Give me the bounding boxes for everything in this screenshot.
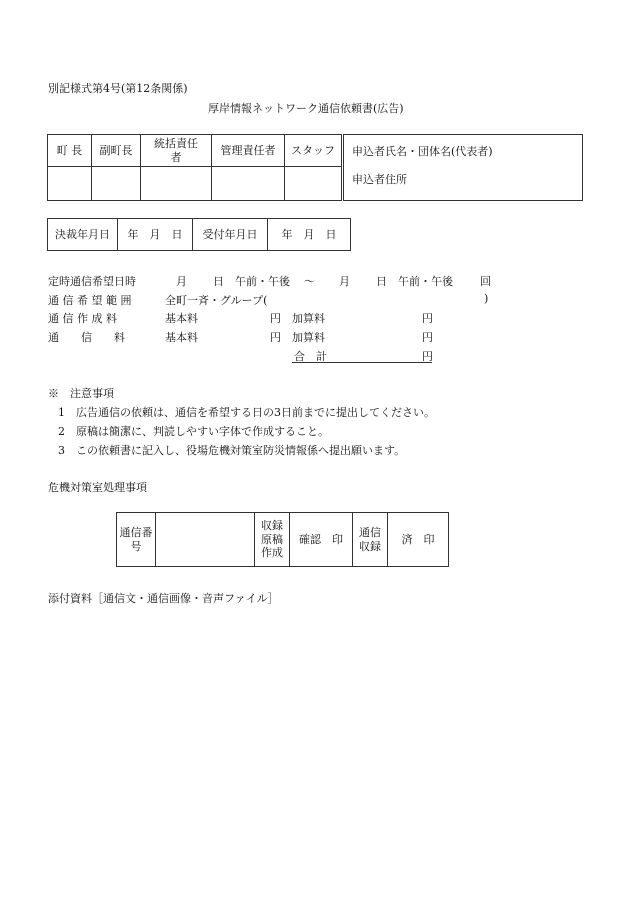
- applicant-cell: [343, 135, 583, 201]
- seal-deputy-mayor[interactable]: [92, 167, 141, 201]
- received-date-label: 受付年月日: [193, 219, 268, 251]
- decision-date-label: 決裁年月日: [48, 219, 118, 251]
- comm-fee-label: 通 信 料: [48, 331, 125, 344]
- yen: 円: [270, 331, 281, 344]
- seal-staff[interactable]: [285, 167, 343, 201]
- create-fee-label: 通 信 作 成 料: [48, 312, 117, 325]
- extra-fee-label: 加算料: [292, 331, 325, 344]
- note-item: 2 原稿は簡潔に、判読しやすい字体で作成すること。: [58, 425, 329, 438]
- comm-number-label: 通信番号: [117, 513, 156, 567]
- comm-fee-row: [48, 329, 508, 345]
- record-draft-label: 収録原稿作成: [255, 513, 290, 567]
- decision-date-value[interactable]: 年 月 日: [118, 219, 193, 251]
- to-ampm[interactable]: 午前・午後: [398, 275, 453, 288]
- basic-fee-label: 基本料: [165, 312, 198, 325]
- to-day[interactable]: 日: [376, 275, 387, 288]
- range-label: 通 信 希 望 範 囲: [48, 294, 132, 307]
- received-date-value[interactable]: 年 月 日: [268, 219, 351, 251]
- from-day[interactable]: 日: [213, 275, 224, 288]
- crisis-table: [116, 512, 449, 567]
- col-manager: 管理責任者: [212, 135, 285, 167]
- crisis-heading: 危機対策室処理事項: [48, 481, 147, 494]
- comm-record-label: 通信収録: [353, 513, 388, 567]
- create-fee-row: [48, 310, 508, 326]
- from-ampm[interactable]: 午前・午後: [235, 275, 290, 288]
- col-staff: スタッフ: [285, 135, 343, 167]
- yen: 円: [270, 312, 281, 325]
- note-item: 1 広告通信の依頼は、通信を希望する日の3日前までに提出してください。: [58, 406, 435, 419]
- schedule-row: [48, 273, 508, 289]
- yen: 円: [422, 331, 433, 344]
- note-item: 3 この依頼書に記入し、役場危機対策室防災情報係へ提出願います。: [58, 444, 406, 457]
- col-general-manager: 統括責任者: [141, 135, 212, 167]
- seal-general-manager[interactable]: [141, 167, 212, 201]
- form-number: 別記様式第4号(第12条関係): [48, 82, 188, 95]
- from-month[interactable]: 月: [176, 275, 187, 288]
- attachments: 添付資料［通信文・通信画像・音声ファイル］: [48, 592, 279, 605]
- range-close: ): [484, 292, 489, 305]
- approval-table: [47, 134, 583, 201]
- applicant-address-label: 申込者住所: [352, 172, 407, 186]
- total-row: [292, 348, 432, 363]
- basic-fee-label: 基本料: [165, 331, 198, 344]
- seal-manager[interactable]: [212, 167, 285, 201]
- yen: 円: [422, 312, 433, 325]
- to-month[interactable]: 月: [339, 275, 350, 288]
- yen: 円: [422, 350, 433, 363]
- range-value[interactable]: 全町一斉・グループ(: [165, 294, 268, 307]
- document-title: 厚岸情報ネットワーク通信依頼書(広告): [208, 102, 404, 115]
- range-row: [48, 292, 508, 308]
- dates-table: [47, 218, 351, 251]
- confirm-seal[interactable]: 確認 印: [290, 513, 353, 567]
- done-seal[interactable]: 済 印: [388, 513, 449, 567]
- count[interactable]: 回: [480, 275, 491, 288]
- col-deputy-mayor: 副町長: [92, 135, 141, 167]
- extra-fee-label: 加算料: [292, 312, 325, 325]
- col-mayor: 町 長: [48, 135, 92, 167]
- total-label: 合 計: [294, 350, 327, 363]
- tilde: 〜: [304, 275, 315, 288]
- comm-number-value[interactable]: [156, 513, 255, 567]
- notes-heading: ※ 注意事項: [48, 387, 114, 400]
- seal-mayor[interactable]: [48, 167, 92, 201]
- schedule-label: 定時通信希望日時: [48, 275, 136, 288]
- applicant-name-label: 申込者氏名・団体名(代表者): [352, 145, 493, 158]
